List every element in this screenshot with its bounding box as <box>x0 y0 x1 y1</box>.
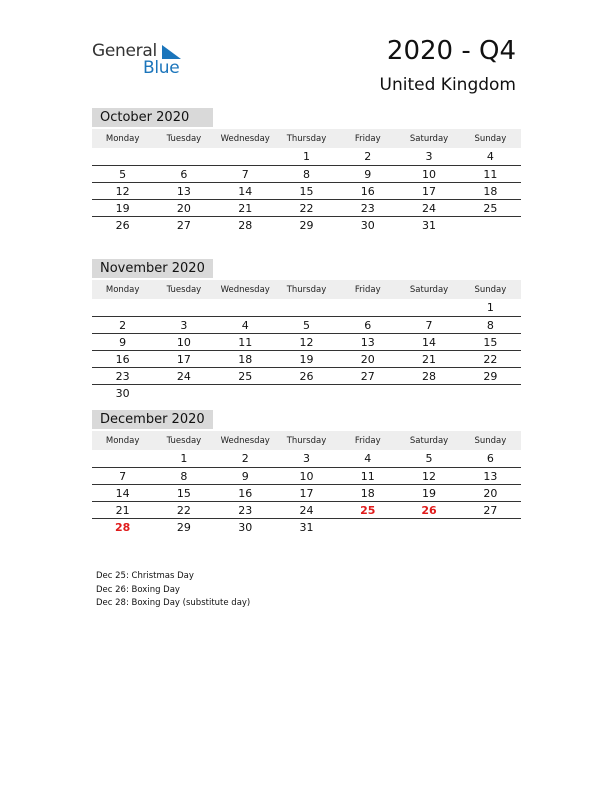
brand-general-text: General <box>92 41 157 61</box>
day-cell: 6 <box>337 317 398 334</box>
day-cell: 18 <box>337 485 398 502</box>
day-cell: 18 <box>215 351 276 368</box>
day-cell: 8 <box>460 317 521 334</box>
day-cell: 2 <box>92 317 153 334</box>
weekday-header: Friday <box>337 431 398 450</box>
month-december <box>92 410 521 535</box>
empty-day-cell <box>92 299 153 317</box>
empty-day-cell <box>276 299 337 317</box>
weekday-header: Tuesday <box>153 431 214 450</box>
day-cell: 16 <box>215 485 276 502</box>
day-cell: 15 <box>153 485 214 502</box>
day-cell: 16 <box>337 183 398 200</box>
week-row <box>92 502 521 519</box>
weekday-header: Wednesday <box>215 280 276 299</box>
day-cell: 24 <box>153 368 214 385</box>
empty-day-cell <box>460 217 521 234</box>
day-cell: 29 <box>176 520 191 534</box>
day-cell: 6 <box>153 166 214 183</box>
day-cell: 21 <box>215 200 276 217</box>
day-cell: 22 <box>460 351 521 368</box>
brand-blue-text: Blue <box>143 58 180 78</box>
empty-day-cell <box>276 385 337 402</box>
day-cell: 20 <box>153 200 214 217</box>
day-cell: 8 <box>276 166 337 183</box>
day-cell: 16 <box>92 351 153 368</box>
day-cell: 23 <box>215 502 276 519</box>
day-cell: 28 <box>238 218 253 232</box>
day-cell: 19 <box>398 485 459 502</box>
day-cell: 20 <box>460 485 521 502</box>
day-cell: 9 <box>215 468 276 485</box>
calendar-grid <box>92 431 521 535</box>
day-cell: 19 <box>276 351 337 368</box>
weekday-header: Saturday <box>398 431 459 450</box>
day-cell: 11 <box>215 334 276 351</box>
day-cell: 27 <box>337 368 398 385</box>
day-cell: 1 <box>460 299 521 317</box>
calendar-grid <box>92 129 521 233</box>
weekday-header: Tuesday <box>153 280 214 299</box>
day-cell: 23 <box>337 200 398 217</box>
day-cell: 29 <box>460 368 521 385</box>
empty-day-cell <box>153 385 214 402</box>
day-cell: 27 <box>176 218 191 232</box>
day-cell: 5 <box>92 166 153 183</box>
day-cell: 8 <box>153 468 214 485</box>
week-row <box>92 334 521 351</box>
week-row <box>92 299 521 317</box>
day-cell: 17 <box>153 351 214 368</box>
weekday-header: Thursday <box>276 280 337 299</box>
empty-day-cell <box>215 385 276 402</box>
weekday-header: Sunday <box>460 280 521 299</box>
week-row <box>92 485 521 502</box>
week-row <box>92 351 521 368</box>
week-row <box>92 385 521 402</box>
week-row <box>92 450 521 468</box>
day-cell: 6 <box>460 450 521 468</box>
day-cell: 18 <box>460 183 521 200</box>
day-cell: 21 <box>92 502 153 519</box>
weekday-header: Monday <box>92 129 153 148</box>
day-cell: 7 <box>398 317 459 334</box>
day-cell: 28 <box>398 368 459 385</box>
day-cell: 29 <box>299 218 314 232</box>
day-cell: 9 <box>92 334 153 351</box>
day-cell: 14 <box>92 485 153 502</box>
calendar-grid <box>92 280 521 401</box>
month-label: October 2020 <box>92 108 213 127</box>
week-row <box>92 200 521 217</box>
week-row <box>92 317 521 334</box>
month-october <box>92 108 521 233</box>
day-cell: 30 <box>115 386 130 400</box>
empty-day-cell <box>92 450 153 468</box>
day-cell: 24 <box>276 502 337 519</box>
day-cell: 15 <box>460 334 521 351</box>
day-cell: 17 <box>398 183 459 200</box>
page-title: 2020 - Q4 <box>386 36 516 66</box>
day-cell: 30 <box>238 520 253 534</box>
holiday-note: Dec 28: Boxing Day (substitute day) <box>96 598 251 608</box>
empty-day-cell <box>337 299 398 317</box>
day-cell: 3 <box>276 450 337 468</box>
day-cell: 12 <box>398 468 459 485</box>
empty-day-cell <box>398 385 459 402</box>
day-cell: 25 <box>460 200 521 217</box>
brand-logo <box>92 41 192 81</box>
month-november <box>92 259 521 401</box>
day-cell: 7 <box>215 166 276 183</box>
weekday-header: Wednesday <box>215 129 276 148</box>
day-cell: 20 <box>337 351 398 368</box>
day-cell: 13 <box>337 334 398 351</box>
day-cell: 14 <box>215 183 276 200</box>
weekday-header: Thursday <box>276 129 337 148</box>
day-cell: 25 <box>337 502 398 519</box>
weekday-header: Thursday <box>276 431 337 450</box>
weekday-header: Friday <box>337 280 398 299</box>
empty-day-cell <box>215 148 276 166</box>
empty-day-cell <box>153 299 214 317</box>
empty-day-cell <box>398 299 459 317</box>
holiday-note: Dec 25: Christmas Day <box>96 571 194 581</box>
empty-day-cell <box>153 148 214 166</box>
day-cell: 19 <box>92 200 153 217</box>
day-cell: 3 <box>153 317 214 334</box>
day-cell: 10 <box>153 334 214 351</box>
weekday-header: Monday <box>92 280 153 299</box>
day-cell: 13 <box>153 183 214 200</box>
day-cell: 31 <box>422 218 437 232</box>
day-cell: 22 <box>153 502 214 519</box>
day-cell: 24 <box>398 200 459 217</box>
day-cell: 14 <box>398 334 459 351</box>
day-cell: 4 <box>215 317 276 334</box>
day-cell: 26 <box>276 368 337 385</box>
empty-day-cell <box>460 385 521 402</box>
week-row <box>92 468 521 485</box>
empty-day-cell <box>92 148 153 166</box>
day-cell: 17 <box>276 485 337 502</box>
day-cell: 12 <box>276 334 337 351</box>
day-cell: 5 <box>276 317 337 334</box>
weekday-header: Saturday <box>398 280 459 299</box>
day-cell: 11 <box>460 166 521 183</box>
weekday-header: Wednesday <box>215 431 276 450</box>
day-cell: 5 <box>398 450 459 468</box>
empty-day-cell <box>215 299 276 317</box>
day-cell: 30 <box>360 218 375 232</box>
day-cell: 28 <box>114 520 131 534</box>
day-cell: 10 <box>276 468 337 485</box>
week-row <box>92 148 521 166</box>
week-row <box>92 519 521 536</box>
day-cell: 2 <box>215 450 276 468</box>
month-label: December 2020 <box>92 410 213 429</box>
day-cell: 25 <box>215 368 276 385</box>
day-cell: 11 <box>337 468 398 485</box>
day-cell: 4 <box>460 148 521 166</box>
day-cell: 23 <box>92 368 153 385</box>
weekday-header: Friday <box>337 129 398 148</box>
empty-day-cell <box>398 519 459 536</box>
day-cell: 10 <box>398 166 459 183</box>
weekday-header: Saturday <box>398 129 459 148</box>
day-cell: 21 <box>398 351 459 368</box>
day-cell: 2 <box>337 148 398 166</box>
weekday-header: Sunday <box>460 431 521 450</box>
weekday-header: Monday <box>92 431 153 450</box>
day-cell: 13 <box>460 468 521 485</box>
day-cell: 26 <box>398 502 459 519</box>
day-cell: 26 <box>115 218 130 232</box>
day-cell: 31 <box>299 520 314 534</box>
holiday-note: Dec 26: Boxing Day <box>96 584 180 595</box>
month-label: November 2020 <box>92 259 213 278</box>
day-cell: 4 <box>337 450 398 468</box>
empty-day-cell <box>460 519 521 536</box>
day-cell: 15 <box>276 183 337 200</box>
week-row <box>92 368 521 385</box>
week-row <box>92 166 521 183</box>
week-row <box>92 217 521 234</box>
weekday-header: Sunday <box>460 129 521 148</box>
day-cell: 3 <box>398 148 459 166</box>
empty-day-cell <box>337 385 398 402</box>
weekday-header: Tuesday <box>153 129 214 148</box>
day-cell: 9 <box>337 166 398 183</box>
day-cell: 7 <box>92 468 153 485</box>
holiday-notes <box>96 570 250 611</box>
day-cell: 22 <box>276 200 337 217</box>
day-cell: 27 <box>460 502 521 519</box>
week-row <box>92 183 521 200</box>
empty-day-cell <box>337 519 398 536</box>
day-cell: 12 <box>92 183 153 200</box>
day-cell: 1 <box>276 148 337 166</box>
day-cell: 1 <box>153 450 214 468</box>
country-name: United Kingdom <box>379 75 516 95</box>
